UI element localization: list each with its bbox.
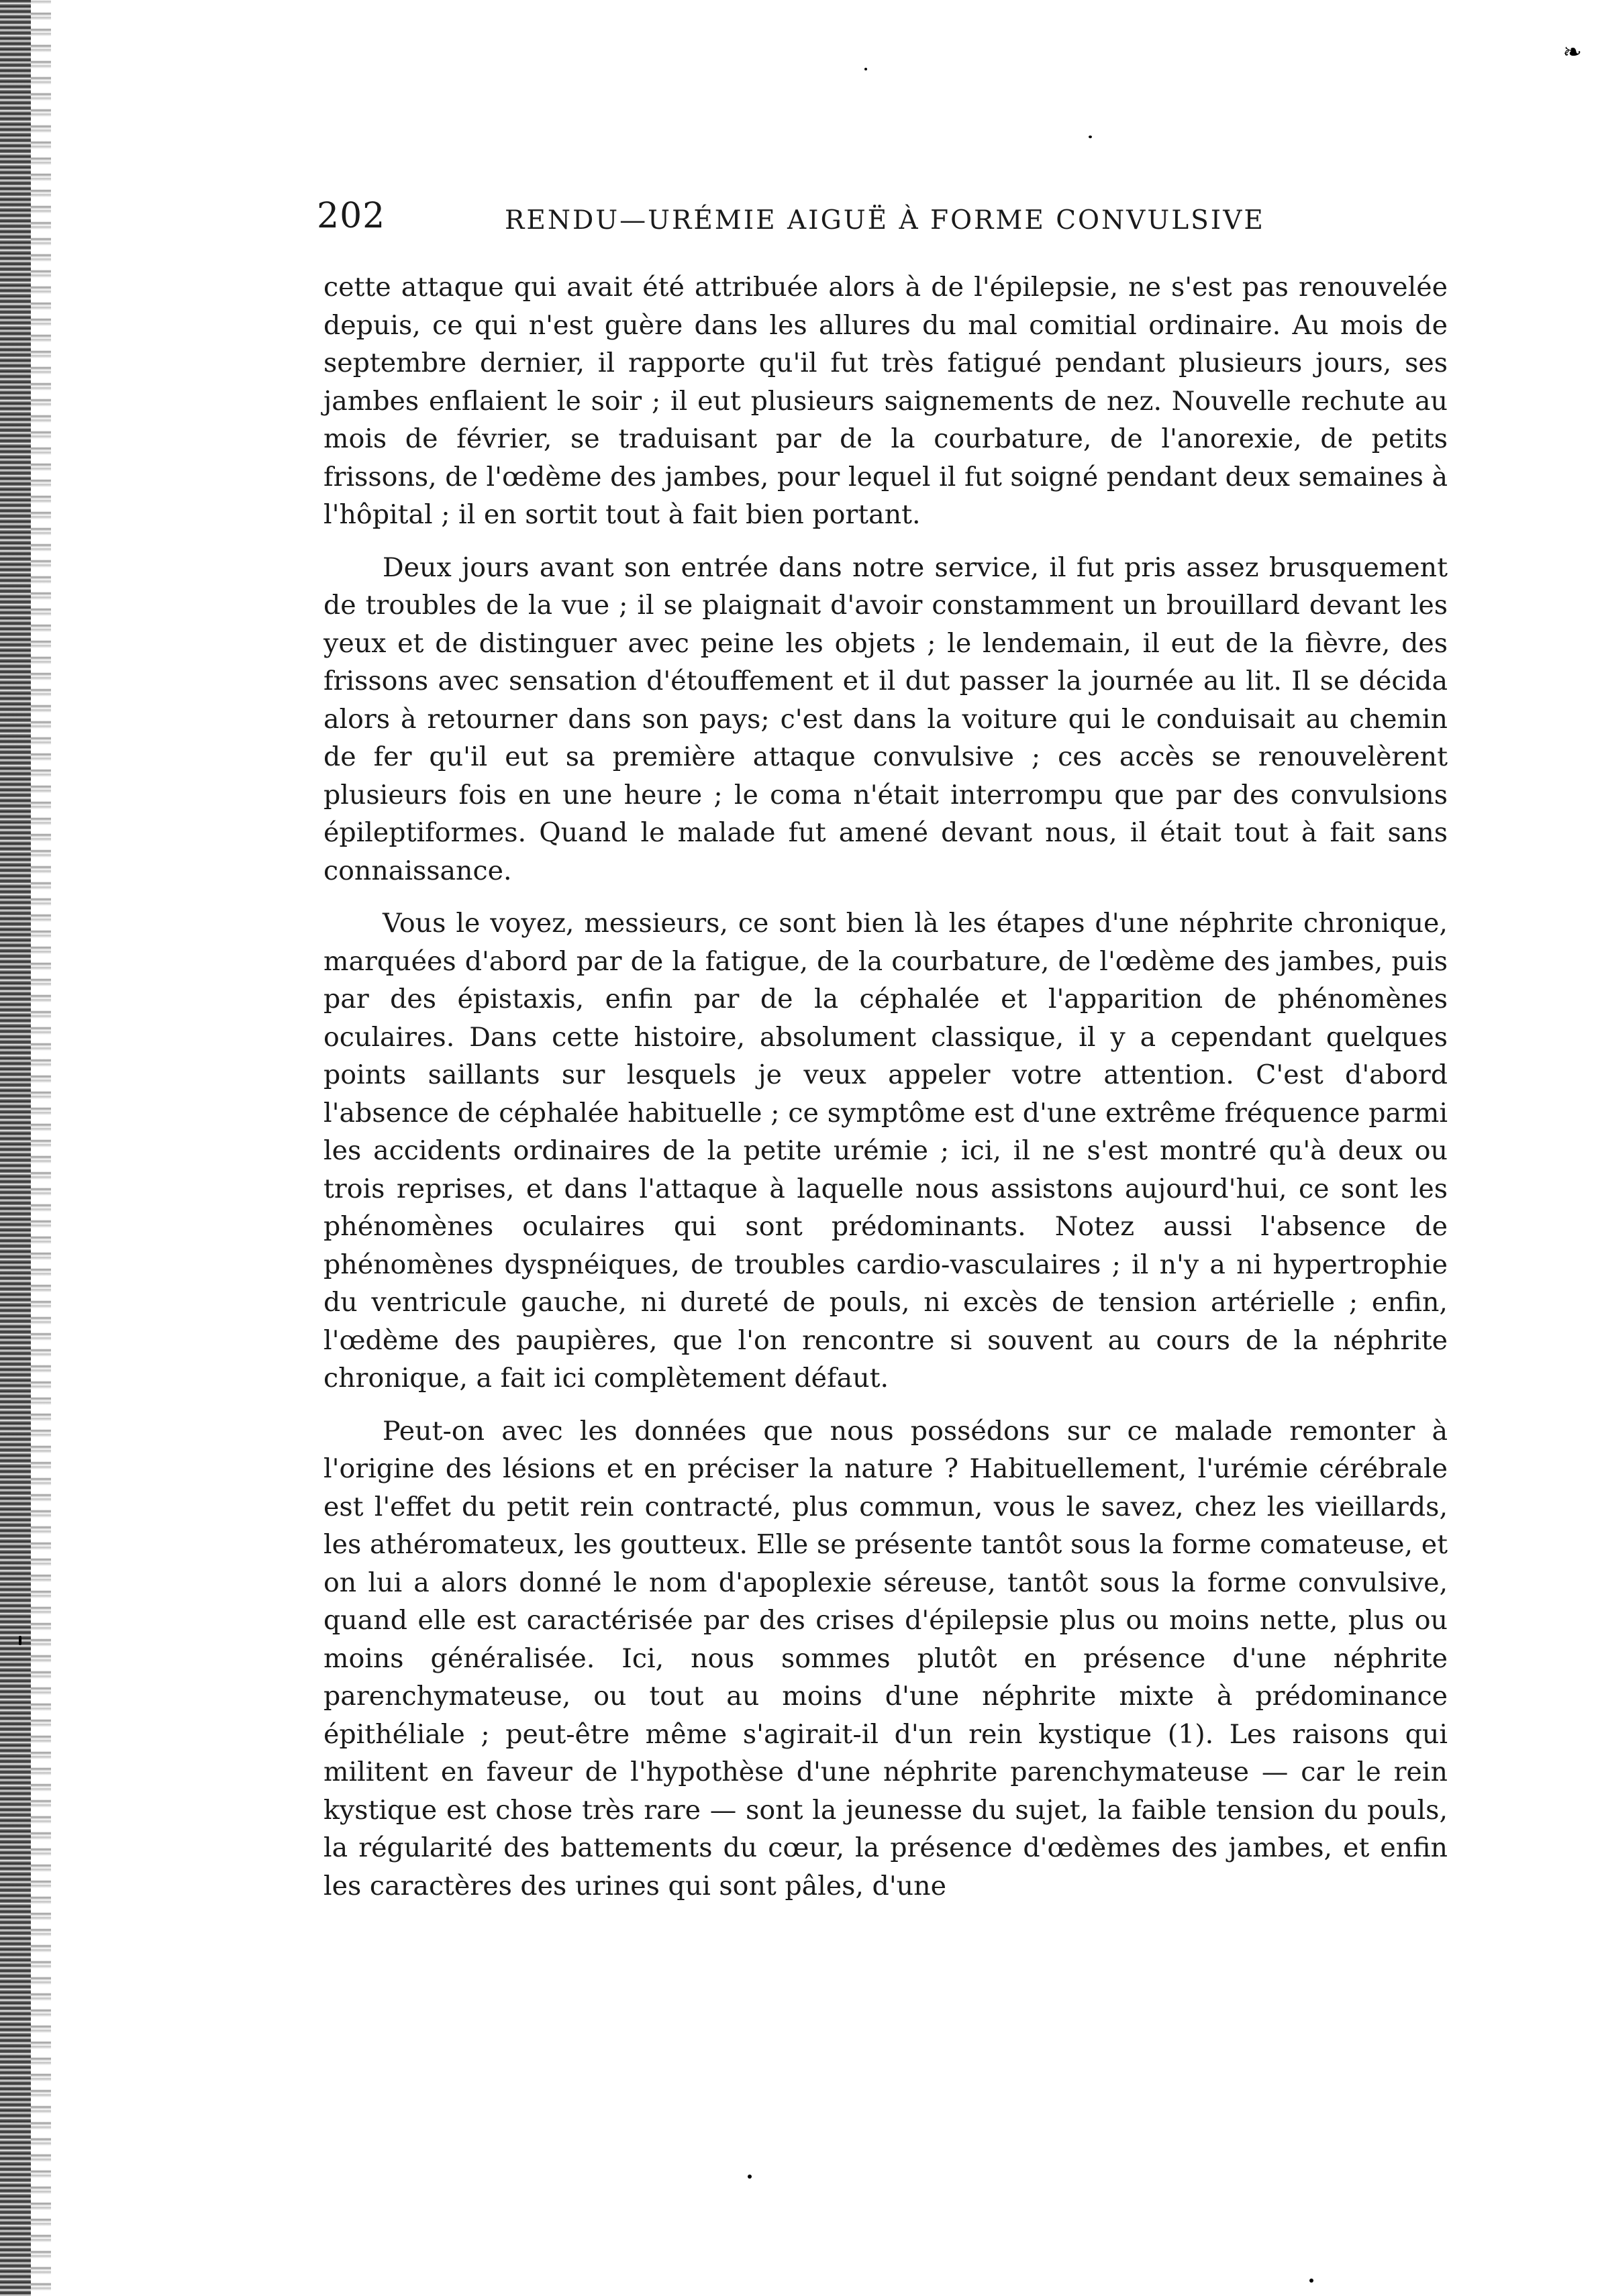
paragraph-3: Vous le voyez, messieurs, ce sont bien là les étapes d'une néphrite chronique, marquées d'abord par de la fatigue, de la courbature, de l'œdème des jambes, puis par des épistaxis, enfin par de la céphalée et l'apparition de phénomènes oculaires. Dans cette histoire, absolument classique, il y a cependant quelques points saillants sur lesquels je veux appeler votre attention. C'est d'abord l'absence de céphalée habituelle ; ce symptôme est d'une extrême fréquence parmi les accidents ordinaires de la petite urémie ; ici, il ne s'est montré qu'à deux ou trois reprises, et dans l'attaque à laquelle nous assistons aujourd'hui, ce sont les phénomènes oculaires qui sont prédominants. Notez aussi l'absence de phénomènes dyspnéiques, de troubles cardio-vasculaires ; il n'y a ni hypertrophie du ventricule gauche, ni dureté de pouls, ni excès de tension artérielle ; enfin, l'œdème des paupières, que l'on rencontre si souvent au cours de la néphrite chronique, a fait ici complètement défaut. xyxy=(323,908,1448,1394)
scan-speck-mark: ❧ xyxy=(1562,39,1582,66)
page-number: 202 xyxy=(317,196,386,236)
scan-speck xyxy=(864,68,867,70)
scan-speck xyxy=(748,2175,752,2179)
running-title: RENDU—URÉMIE AIGUË À FORME CONVULSIVE xyxy=(505,205,1265,236)
scan-binding-shadow xyxy=(31,0,51,2296)
scan-speck xyxy=(1309,2279,1313,2283)
scan-speck xyxy=(1089,136,1092,138)
paragraph-4: Peut-on avec les données que nous possédons sur ce malade remonter à l'origine des lésions et en préciser la nature ? Habituellement, l'urémie cérébrale est l'effet du petit rein contracté, plus commun, vous le savez, chez les vieillards, les athéromateux, les goutteux. Elle se présente tantôt sous la forme comateuse, et on lui a alors donné le nom d'apoplexie séreuse, tantôt sous la forme convulsive, quand elle est caractérisée par des crises d'épilepsie plus ou moins nette, plus ou moins généralisée. Ici, nous sommes plutôt en présence d'une néphrite parenchymateuse, ou tout au moins d'une néphrite mixte à prédominance épithéliale ; peut-être même s'agirait-il d'un rein kystique (1). Les raisons qui militent en faveur de l'hypothèse d'une néphrite parenchymateuse — car le rein kystique est chose très rare — sont la jeunesse du sujet, la faible tension du pouls, la régularité des battements du cœur, la présence d'œdèmes des jambes, et enfin les caractères des urines qui sont pâles, d'une xyxy=(323,1415,1448,1901)
scan-speck xyxy=(19,1636,21,1645)
paragraph-1: cette attaque qui avait été attribuée alors à de l'épilepsie, ne s'est pas renouvelée depuis, ce qui n'est guère dans les allures du mal comitial ordinaire. Au mois de septembre dernier, il rapporte qu'il fut très fatigué pendant plusieurs jours, ses jambes enflaient le soir ; il eut plusieurs saignements de nez. Nouvelle rechute au mois de février, se traduisant par de la courbature, de l'anorexie, de petits frissons, de l'œdème des jambes, pour lequel il fut soigné pendant deux semaines à l'hôpital ; il en sortit tout à fait bien portant. xyxy=(323,272,1448,530)
scan-binding-edge xyxy=(0,0,31,2296)
paragraph-2: Deux jours avant son entrée dans notre service, il fut pris assez brusquement de troubles de la vue ; il se plaignait d'avoir constamment un brouillard devant les yeux et de distinguer avec peine les objets ; le lendemain, il eut de la fièvre, des frissons avec sensation d'étouffement et il dut passer la journée au lit. Il se décida alors à retourner dans son pays; c'est dans la voiture qui le conduisait au chemin de fer qu'il eut sa première attaque convulsive ; ces accès se renouvelèrent plusieurs fois en une heure ; le coma n'était interrompu que par des convulsions épileptiformes. Quand le malade fut amené devant nous, il était tout à fait sans connaissance. xyxy=(323,552,1448,886)
body-text xyxy=(323,268,1448,1920)
